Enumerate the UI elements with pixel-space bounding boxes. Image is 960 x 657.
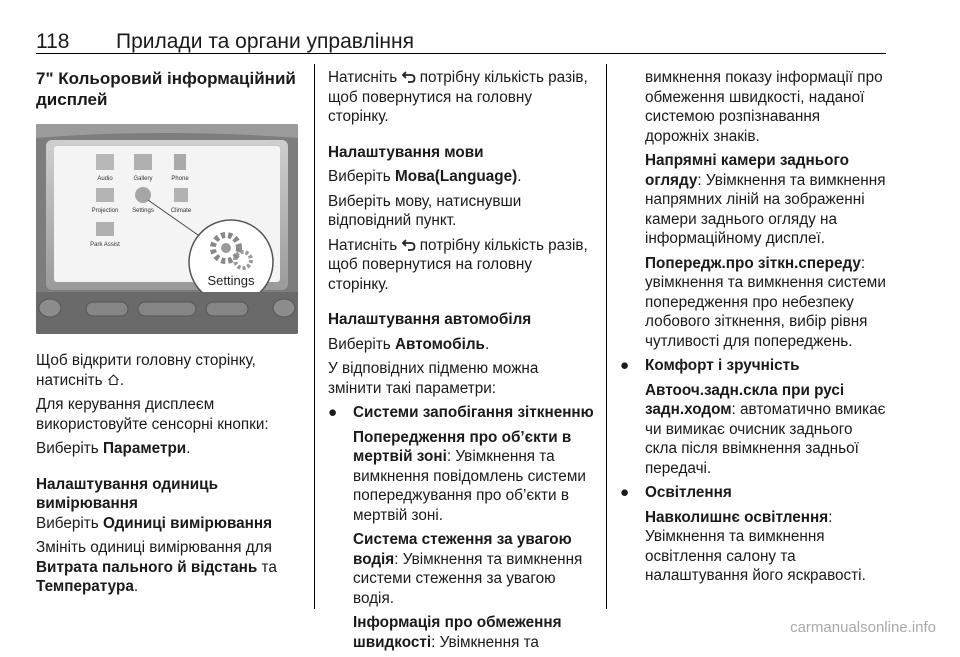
tile-audio <box>96 154 114 182</box>
paragraph: Виберіть мову, натиснувши відповідний пункт. <box>328 192 522 229</box>
svg-text:Settings: Settings <box>132 208 154 214</box>
paragraph: вимкнення показу інформації про обмеження швидкості, наданої системою розпізнавання дорожніх знаків. <box>645 69 883 145</box>
paragraph: У відповідних підменю можна змінити такі параметри: <box>328 360 539 397</box>
svg-text:Gallery: Gallery <box>133 176 153 182</box>
svg-text:Climate: Climate <box>170 208 192 214</box>
svg-text:Audio: Audio <box>97 176 113 182</box>
bullet-item: ● Системи запобігання зіткненню <box>328 404 594 421</box>
paragraph: Виберіть Параметри. <box>36 440 191 457</box>
paragraph: Щоб відкрити головну сторінку, натисніть . <box>36 352 256 389</box>
svg-text:Projection: Projection <box>91 208 119 214</box>
home-icon <box>107 373 120 386</box>
paragraph: Виберіть Одиниці вимірювання <box>36 514 273 532</box>
paragraph: Попередження про об’єкти в мертвій зоні: Увімкнення та вимкнення повідомлень системи попереджування про об’єкти в мертвій зоні. <box>353 428 586 524</box>
paragraph: Навколишнє освітлення: Увімкнення та вимкнення освітлення салону та налаштування його яскравості. <box>645 508 866 584</box>
column-divider <box>606 64 607 609</box>
bullet-icon: ● <box>620 484 630 501</box>
paragraph: Автооч.задн.скла при русі задн.ходом: автоматично вмикає чи вимикає очисник заднього скла після ввімкнення задньої передачі. <box>645 381 886 477</box>
svg-text:Park Assist: Park Assist <box>90 242 120 248</box>
subheading: Налаштування мови <box>328 143 484 161</box>
back-icon <box>402 239 416 251</box>
paragraph: Виберіть Автомобіль. <box>328 335 490 353</box>
column-divider <box>314 64 315 609</box>
tile-gallery <box>133 154 152 182</box>
paragraph: Натисніть потрібну кількість разів, щоб повернутися на головну сторінку. <box>328 69 588 125</box>
page-number: 118 <box>36 30 70 53</box>
bullet-item: ● Освітлення <box>620 484 732 501</box>
header-rule <box>36 53 886 54</box>
column-1 <box>36 68 304 602</box>
paragraph: Напрямні камери заднього огляду: Увімкнення та вимкнення напрямних ліній на зображенні камери заднього огляду на інформаційному дисплеї. <box>645 152 886 247</box>
display-illustration <box>36 124 298 334</box>
subheading: Налаштування автомобіля <box>328 311 532 328</box>
svg-text:Phone: Phone <box>171 176 189 182</box>
paragraph: Система стеження за увагою водія: Увімкнення та вимкнення системи стеження за увагою водія. <box>353 531 583 607</box>
back-icon <box>402 71 416 83</box>
watermark: carmanualsonline.info <box>790 619 936 636</box>
paragraph: Натисніть потрібну кількість разів, щоб повернутися на головну сторінку. <box>328 236 588 293</box>
settings-callout <box>189 220 273 304</box>
column-3 <box>620 68 888 591</box>
callout-settings-label: Settings <box>207 273 255 288</box>
paragraph: Інформація про обмеження швидкості: Увімкнення та <box>353 614 562 651</box>
paragraph: Для керування дисплеєм використовуйте сенсорні кнопки: <box>36 396 269 433</box>
bullet-icon: ● <box>620 357 630 374</box>
paragraph: Виберіть Мова(Language). <box>328 168 522 185</box>
column-2 <box>328 68 596 657</box>
bullet-item: ● Комфорт і зручність <box>620 357 800 374</box>
subheading: Налаштування одиниць вимірювання <box>36 475 218 512</box>
section-title: 7" Кольоровий інформаційний дисплей <box>36 69 296 109</box>
infotainment-screen-figure <box>36 124 298 334</box>
bullet-icon: ● <box>328 404 338 421</box>
paragraph: Змініть одиниці вимірювання для Витрата пального й відстань та Температура. <box>36 539 277 595</box>
page-title: Прилади та органи управління <box>116 30 414 53</box>
paragraph: Попередж.про зіткн.спереду: увімкнення та вимкнення системи попередження про небезпеку лобового зіткнення, вибір рівня чутливості для попереджень. <box>645 254 886 350</box>
